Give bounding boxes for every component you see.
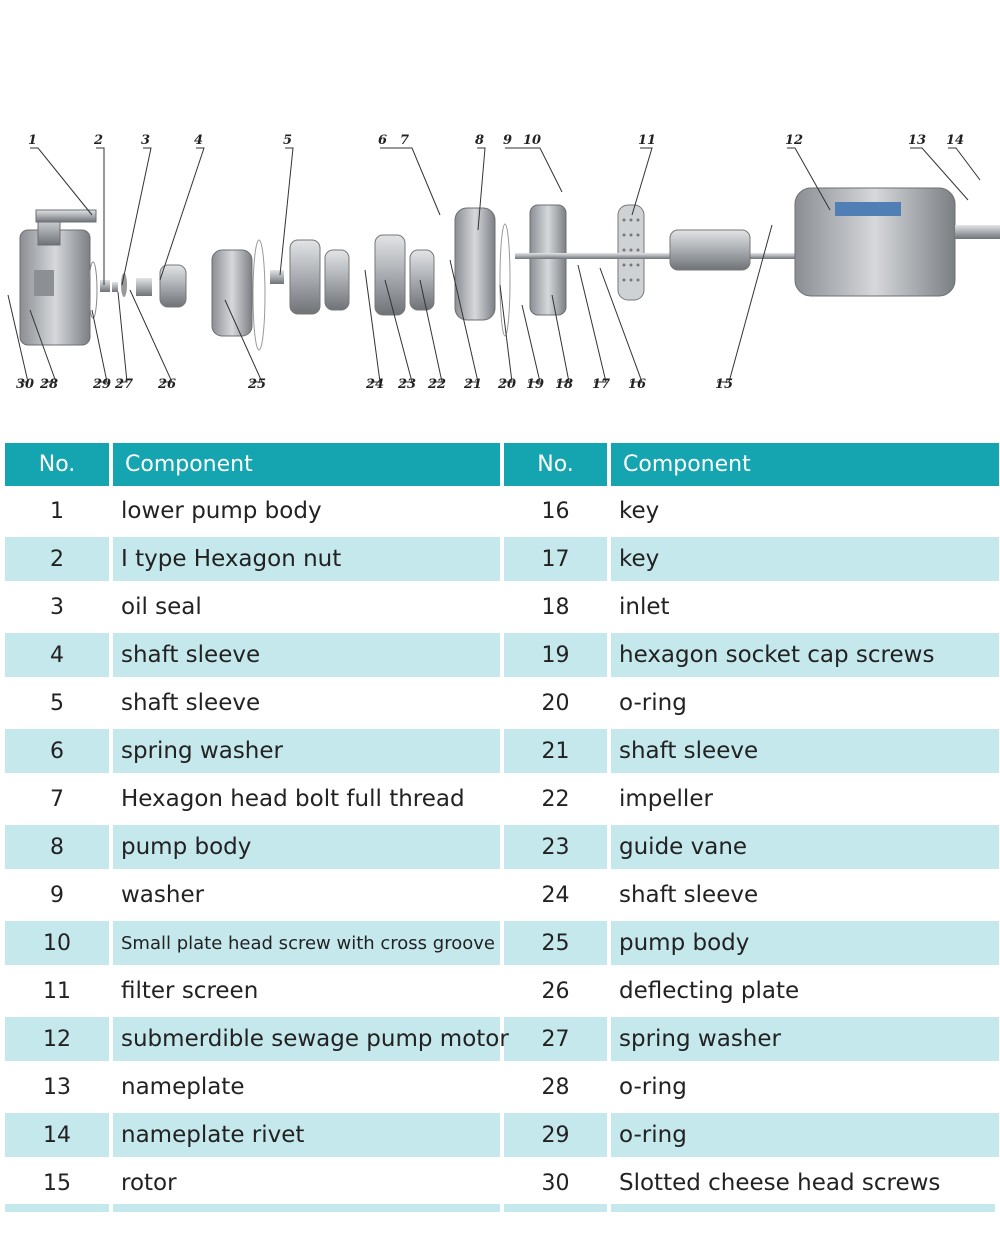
row-number-left: 10 <box>5 919 109 967</box>
part-motor <box>795 188 1000 296</box>
row-component-left: pump body <box>113 823 500 871</box>
row-number-right: 23 <box>504 823 607 871</box>
diagram-label-1: 1 <box>28 133 38 148</box>
row-component-right: pump body <box>611 919 999 967</box>
table-row <box>5 1111 999 1159</box>
diagram-label-9: 9 <box>503 133 513 148</box>
diagram-label-25: 25 <box>248 377 267 392</box>
table-row <box>5 727 999 775</box>
row-component-left: rotor <box>113 1159 500 1207</box>
table-row <box>5 919 999 967</box>
row-component-left: Small plate head screw with cross groove <box>113 919 500 967</box>
row-number-right: 25 <box>504 919 607 967</box>
component-table <box>1 443 1000 1207</box>
table-row <box>5 679 999 727</box>
row-number-right: 24 <box>504 871 607 919</box>
diagram-label-10: 10 <box>523 133 542 148</box>
table-row <box>5 1015 999 1063</box>
diagram-label-30: 30 <box>16 377 35 392</box>
diagram-label-26: 26 <box>158 377 177 392</box>
row-component-left: I type Hexagon nut <box>113 535 500 583</box>
table-row <box>5 823 999 871</box>
row-number-left: 9 <box>5 871 109 919</box>
row-component-left: Hexagon head bolt full thread <box>113 775 500 823</box>
table-row <box>5 1063 999 1111</box>
diagram-label-28: 28 <box>40 377 59 392</box>
diagram-label-15: 15 <box>715 377 734 392</box>
table-row <box>5 487 999 535</box>
table-bottom-strip <box>5 1204 995 1212</box>
diagram-label-20: 20 <box>498 377 517 392</box>
part-filter-screen <box>618 205 644 300</box>
header-component-right: Component <box>611 443 999 487</box>
part-inlet <box>530 205 566 315</box>
diagram-label-12: 12 <box>785 133 804 148</box>
diagram-label-8: 8 <box>475 133 485 148</box>
part-sleeves-and-impellers <box>270 235 434 315</box>
row-number-right: 17 <box>504 535 607 583</box>
diagram-label-2: 2 <box>94 133 104 148</box>
diagram-label-11: 11 <box>638 133 657 148</box>
row-component-right: hexagon socket cap screws <box>611 631 999 679</box>
row-component-right: spring washer <box>611 1015 999 1063</box>
diagram-label-24: 24 <box>366 377 385 392</box>
row-number-left: 15 <box>5 1159 109 1207</box>
row-component-left: oil seal <box>113 583 500 631</box>
row-component-left: shaft sleeve <box>113 631 500 679</box>
header-no-left: No. <box>5 443 109 487</box>
diagram-label-18: 18 <box>555 377 574 392</box>
row-component-left: nameplate <box>113 1063 500 1111</box>
diagram-label-22: 22 <box>428 377 447 392</box>
row-number-left: 7 <box>5 775 109 823</box>
diagram-label-19: 19 <box>526 377 545 392</box>
row-number-left: 1 <box>5 487 109 535</box>
row-component-right: key <box>611 487 999 535</box>
table-row <box>5 583 999 631</box>
row-number-right: 28 <box>504 1063 607 1111</box>
table-row <box>5 967 999 1015</box>
row-number-right: 22 <box>504 775 607 823</box>
diagram-label-7: 7 <box>400 133 410 148</box>
row-number-right: 16 <box>504 487 607 535</box>
row-number-left: 12 <box>5 1015 109 1063</box>
row-number-right: 30 <box>504 1159 607 1207</box>
header-component-left: Component <box>113 443 500 487</box>
diagram-label-6: 6 <box>378 133 388 148</box>
row-number-left: 2 <box>5 535 109 583</box>
row-component-left: submerdible sewage pump motor <box>113 1015 500 1063</box>
diagram-label-16: 16 <box>628 377 647 392</box>
row-component-right: o-ring <box>611 1063 999 1111</box>
row-component-left: lower pump body <box>113 487 500 535</box>
row-component-right: key <box>611 535 999 583</box>
part-pump-body-25 <box>212 240 265 350</box>
row-number-right: 20 <box>504 679 607 727</box>
table-row <box>5 871 999 919</box>
row-component-right: shaft sleeve <box>611 727 999 775</box>
row-number-right: 18 <box>504 583 607 631</box>
row-component-right: impeller <box>611 775 999 823</box>
diagram-label-3: 3 <box>141 133 151 148</box>
row-number-left: 13 <box>5 1063 109 1111</box>
header-no-right: No. <box>504 443 607 487</box>
diagram-label-27: 27 <box>115 377 134 392</box>
part-lower-pump-body <box>20 210 96 345</box>
diagram-label-21: 21 <box>464 377 483 392</box>
diagram-label-17: 17 <box>592 377 611 392</box>
diagram-label-29: 29 <box>93 377 112 392</box>
row-number-left: 8 <box>5 823 109 871</box>
diagram-label-4: 4 <box>194 133 204 148</box>
row-component-left: nameplate rivet <box>113 1111 500 1159</box>
row-component-left: spring washer <box>113 727 500 775</box>
row-component-left: filter screen <box>113 967 500 1015</box>
exploded-pump-diagram <box>0 120 1000 400</box>
diagram-label-5: 5 <box>283 133 293 148</box>
row-component-right: o-ring <box>611 1111 999 1159</box>
row-component-right: shaft sleeve <box>611 871 999 919</box>
row-number-right: 26 <box>504 967 607 1015</box>
row-component-right: guide vane <box>611 823 999 871</box>
row-number-right: 19 <box>504 631 607 679</box>
row-number-left: 11 <box>5 967 109 1015</box>
row-number-right: 21 <box>504 727 607 775</box>
table-row <box>5 1159 999 1207</box>
table-row <box>5 631 999 679</box>
row-number-left: 6 <box>5 727 109 775</box>
table-header-row <box>5 443 999 487</box>
row-number-left: 14 <box>5 1111 109 1159</box>
row-component-right: o-ring <box>611 679 999 727</box>
diagram-label-23: 23 <box>398 377 417 392</box>
row-component-right: Slotted cheese head screws <box>611 1159 999 1207</box>
row-component-right: inlet <box>611 583 999 631</box>
table-row <box>5 535 999 583</box>
row-number-left: 4 <box>5 631 109 679</box>
diagram-label-13: 13 <box>908 133 927 148</box>
diagram-label-14: 14 <box>946 133 965 148</box>
row-component-left: shaft sleeve <box>113 679 500 727</box>
table-row <box>5 775 999 823</box>
row-number-right: 27 <box>504 1015 607 1063</box>
row-component-right: deflecting plate <box>611 967 999 1015</box>
row-number-right: 29 <box>504 1111 607 1159</box>
row-number-left: 3 <box>5 583 109 631</box>
row-number-left: 5 <box>5 679 109 727</box>
row-component-left: washer <box>113 871 500 919</box>
